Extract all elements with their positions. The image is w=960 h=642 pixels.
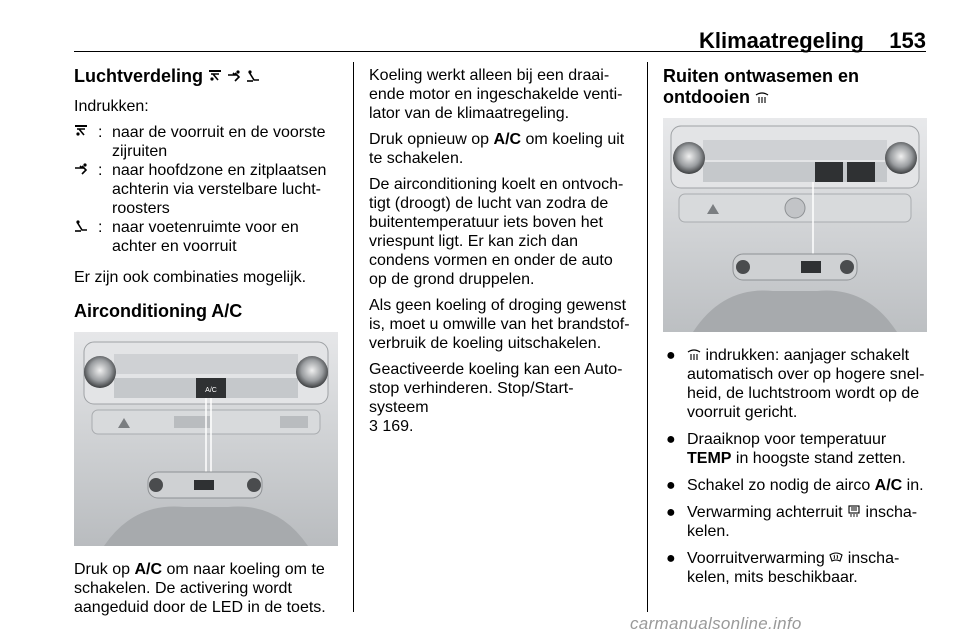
list-item: ● Verwarming achterruit inschakelen. — [666, 504, 918, 540]
watermark: carmanualsonline.info — [630, 614, 802, 633]
column-divider-left — [353, 62, 354, 612]
list-item: ● Draaiknop voor temperatuur TEMP in hoogste stand zetten. — [666, 431, 906, 467]
list-item: : naar de voorruit en de voorste zijruiten — [74, 123, 338, 161]
list-item: : naar hoofdzone en zitplaatsen achterin via verstelbare luchtroosters — [74, 161, 338, 218]
section-heading-ac: Airconditioning A/C — [74, 301, 243, 321]
column-divider-right — [647, 62, 648, 612]
list-item: ● Voorruitverwarming inschakelen, mits beschikbaar. — [666, 550, 900, 586]
defrost-control-panel-photo — [663, 118, 927, 332]
airflow-face-icon — [227, 70, 241, 83]
list-item-desc: naar hoofdzone en zitplaatsen achterin via verstelbare luchtroosters — [112, 162, 327, 217]
ac-activation-text: Druk op A/C om naar koeling om te schakelen. De activering wordt aangeduid door de LED in de toets. — [74, 561, 326, 616]
ac-button-label: A/C — [205, 387, 217, 394]
airflow-feet-icon — [74, 220, 88, 233]
paragraph: De airconditioning koelt en ontvochtigt (droogt) de lucht van zodra de buitentemperatuur iets boven het vriespunt ligt. Er kan zich dan condens vormen en onder de auto op de grond druppelen. — [369, 176, 624, 288]
chapter-title: Klimaatregeling — [698, 28, 864, 53]
paragraph: Koeling werkt alleen bij een draaiende motor en ingeschakelde ventilator van de klimaatregeling. — [369, 67, 623, 122]
airflow-windscreen-icon — [208, 70, 222, 83]
airflow-feet-icon — [246, 70, 260, 83]
paragraph: Als geen koeling of droging gewenst is, moet u omwille van het brandstofverbruik de koeling uitschakelen. — [369, 297, 630, 352]
page-number: 153 — [889, 28, 926, 53]
page-header — [74, 24, 926, 52]
paragraph: Druk opnieuw op A/C om koeling uit te schakelen. — [369, 131, 625, 167]
air-distribution-list — [74, 123, 338, 256]
column-right — [663, 66, 927, 595]
defrost-front-icon — [687, 348, 701, 361]
section-heading-defrost: Ruiten ontwasemen en ontdooien — [663, 66, 860, 107]
intro-text: Indrukken: — [74, 98, 149, 115]
defrost-steps-list — [663, 346, 927, 587]
list-item: ● indrukken: aanjager schakelt automatisch over op hogere snelheid, de luchtstroom wordt op de voorruit gericht. — [666, 347, 925, 421]
rear-window-heat-icon — [847, 505, 861, 518]
defrost-front-icon — [755, 91, 769, 104]
section-heading-air-distribution: Luchtverdeling — [74, 66, 338, 87]
column-middle — [369, 66, 633, 443]
windscreen-heat-icon — [829, 551, 843, 564]
paragraph: Geactiveerde koeling kan een Auto-stop verhinderen. Stop/Start-systeem 3 169. — [369, 361, 623, 435]
list-item: ● Schakel zo nodig de airco A/C in. — [666, 477, 924, 494]
airflow-windscreen-icon — [74, 125, 88, 138]
combinations-text: Er zijn ook combinaties mogelijk. — [74, 269, 307, 286]
list-item-desc: naar de voorruit en de voorste zijruiten — [112, 124, 326, 160]
list-item-desc: naar voetenruimte voor en achter en voorruit — [112, 219, 299, 255]
list-item: : naar voetenruimte voor en achter en voorruit — [74, 218, 338, 256]
airflow-face-icon — [74, 163, 88, 176]
column-left — [74, 66, 338, 624]
page-reference-link[interactable]: 3 169. — [369, 418, 414, 435]
ac-control-panel-photo — [74, 332, 338, 546]
